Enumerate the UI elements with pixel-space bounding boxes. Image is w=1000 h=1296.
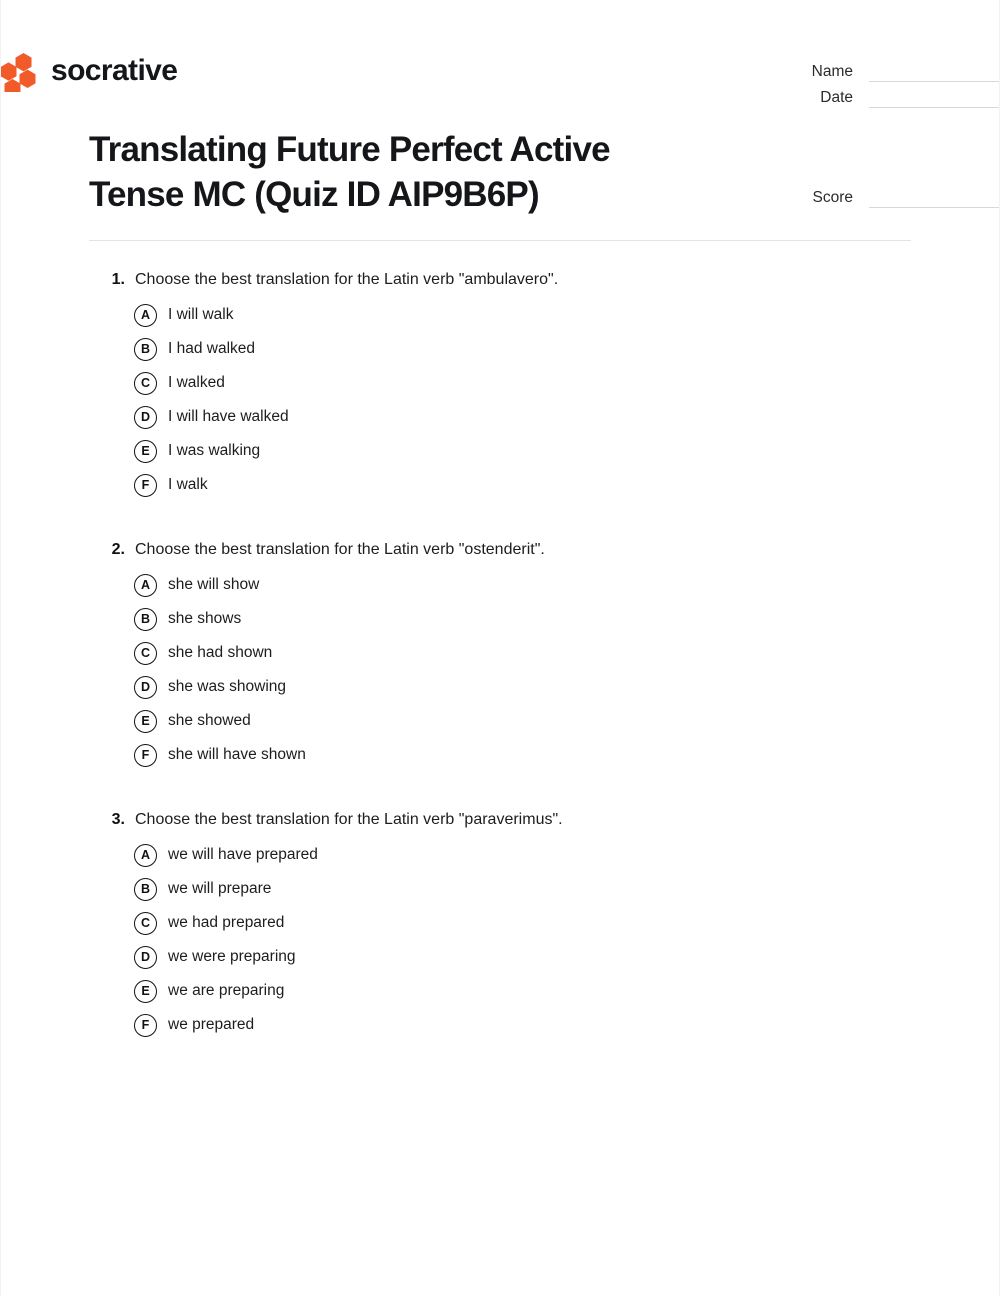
answer-option-label: she will have shown	[168, 746, 306, 764]
student-info-fields	[725, 56, 999, 208]
answer-bubble-b[interactable]: B	[134, 608, 157, 631]
answer-option-label: she will show	[168, 576, 260, 594]
answer-option[interactable]	[89, 366, 911, 400]
answer-option-label: I walked	[168, 374, 225, 392]
answer-option[interactable]	[89, 1008, 911, 1042]
answer-option[interactable]	[89, 568, 911, 602]
answer-bubble-a[interactable]: A	[134, 304, 157, 327]
question-header	[89, 808, 911, 832]
page-title: Translating Future Perfect Active Tense MC (Quiz ID AIP9B6P)	[89, 130, 610, 214]
question-number: 3.	[111, 811, 125, 828]
answer-option[interactable]	[89, 468, 911, 502]
question-number: 2.	[111, 541, 125, 558]
date-input-line[interactable]	[869, 90, 999, 108]
answer-options	[89, 838, 911, 1042]
question-text: Choose the best translation for the Latin verb "ambulavero".	[135, 271, 559, 288]
answer-option-label: we will prepare	[168, 880, 272, 898]
answer-bubble-c[interactable]: C	[134, 912, 157, 935]
name-field-row	[725, 56, 999, 82]
answer-option[interactable]	[89, 974, 911, 1008]
answer-option-label: she had shown	[168, 644, 273, 662]
question-header	[89, 268, 911, 292]
question-text: Choose the best translation for the Latin verb "ostenderit".	[135, 541, 545, 558]
answer-option[interactable]	[89, 332, 911, 366]
answer-option-label: we were preparing	[168, 948, 296, 966]
questions-list	[89, 268, 911, 1042]
answer-bubble-b[interactable]: B	[134, 338, 157, 361]
name-input-line[interactable]	[869, 64, 999, 82]
answer-bubble-e[interactable]: E	[134, 440, 157, 463]
answer-option-label: we are preparing	[168, 982, 285, 1000]
answer-bubble-d[interactable]: D	[134, 946, 157, 969]
answer-bubble-d[interactable]: D	[134, 406, 157, 429]
score-label: Score	[812, 188, 853, 206]
answer-options	[89, 298, 911, 502]
question-block	[89, 808, 911, 1042]
answer-option-label: she shows	[168, 610, 242, 628]
answer-option[interactable]	[89, 636, 911, 670]
answer-option[interactable]	[89, 738, 911, 772]
name-label: Name	[811, 62, 853, 80]
answer-bubble-e[interactable]: E	[134, 980, 157, 1003]
score-field-row	[725, 182, 999, 208]
answer-option[interactable]	[89, 400, 911, 434]
answer-option-label: I had walked	[168, 340, 256, 358]
answer-option[interactable]	[89, 872, 911, 906]
answer-bubble-c[interactable]: C	[134, 372, 157, 395]
answer-option-label: she showed	[168, 712, 251, 730]
header-divider	[89, 240, 911, 241]
answer-bubble-f[interactable]: F	[134, 744, 157, 767]
answer-bubble-a[interactable]: A	[134, 574, 157, 597]
answer-option[interactable]	[89, 670, 911, 704]
hexagon-cluster-icon	[1, 52, 37, 92]
answer-option-label: I will have walked	[168, 408, 289, 426]
answer-options	[89, 568, 911, 772]
answer-bubble-f[interactable]: F	[134, 1014, 157, 1037]
score-input-line[interactable]	[869, 190, 999, 208]
date-field-row	[725, 82, 999, 108]
answer-option-label: we had prepared	[168, 914, 285, 932]
answer-bubble-e[interactable]: E	[134, 710, 157, 733]
question-text: Choose the best translation for the Latin verb "paraverimus".	[135, 811, 563, 828]
answer-option[interactable]	[89, 298, 911, 332]
question-number: 1.	[111, 271, 125, 288]
answer-option[interactable]	[89, 940, 911, 974]
answer-option[interactable]	[89, 704, 911, 738]
answer-option-label: we prepared	[168, 1016, 255, 1034]
answer-option[interactable]	[89, 602, 911, 636]
question-block	[89, 538, 911, 772]
brand-logo	[1, 52, 177, 92]
title-block	[89, 128, 709, 218]
answer-bubble-f[interactable]: F	[134, 474, 157, 497]
answer-option-label: she was showing	[168, 678, 287, 696]
answer-option-label: I walk	[168, 476, 208, 494]
question-header	[89, 538, 911, 562]
answer-option[interactable]	[89, 906, 911, 940]
answer-bubble-b[interactable]: B	[134, 878, 157, 901]
answer-option-label: I will walk	[168, 306, 234, 324]
answer-option-label: we will have prepared	[168, 846, 318, 864]
date-label: Date	[820, 88, 853, 106]
answer-option[interactable]	[89, 434, 911, 468]
brand-name: socrative	[51, 54, 178, 87]
answer-option[interactable]	[89, 838, 911, 872]
answer-bubble-d[interactable]: D	[134, 676, 157, 699]
question-block	[89, 268, 911, 502]
answer-option-label: I was walking	[168, 442, 261, 460]
answer-bubble-a[interactable]: A	[134, 844, 157, 867]
answer-bubble-c[interactable]: C	[134, 642, 157, 665]
